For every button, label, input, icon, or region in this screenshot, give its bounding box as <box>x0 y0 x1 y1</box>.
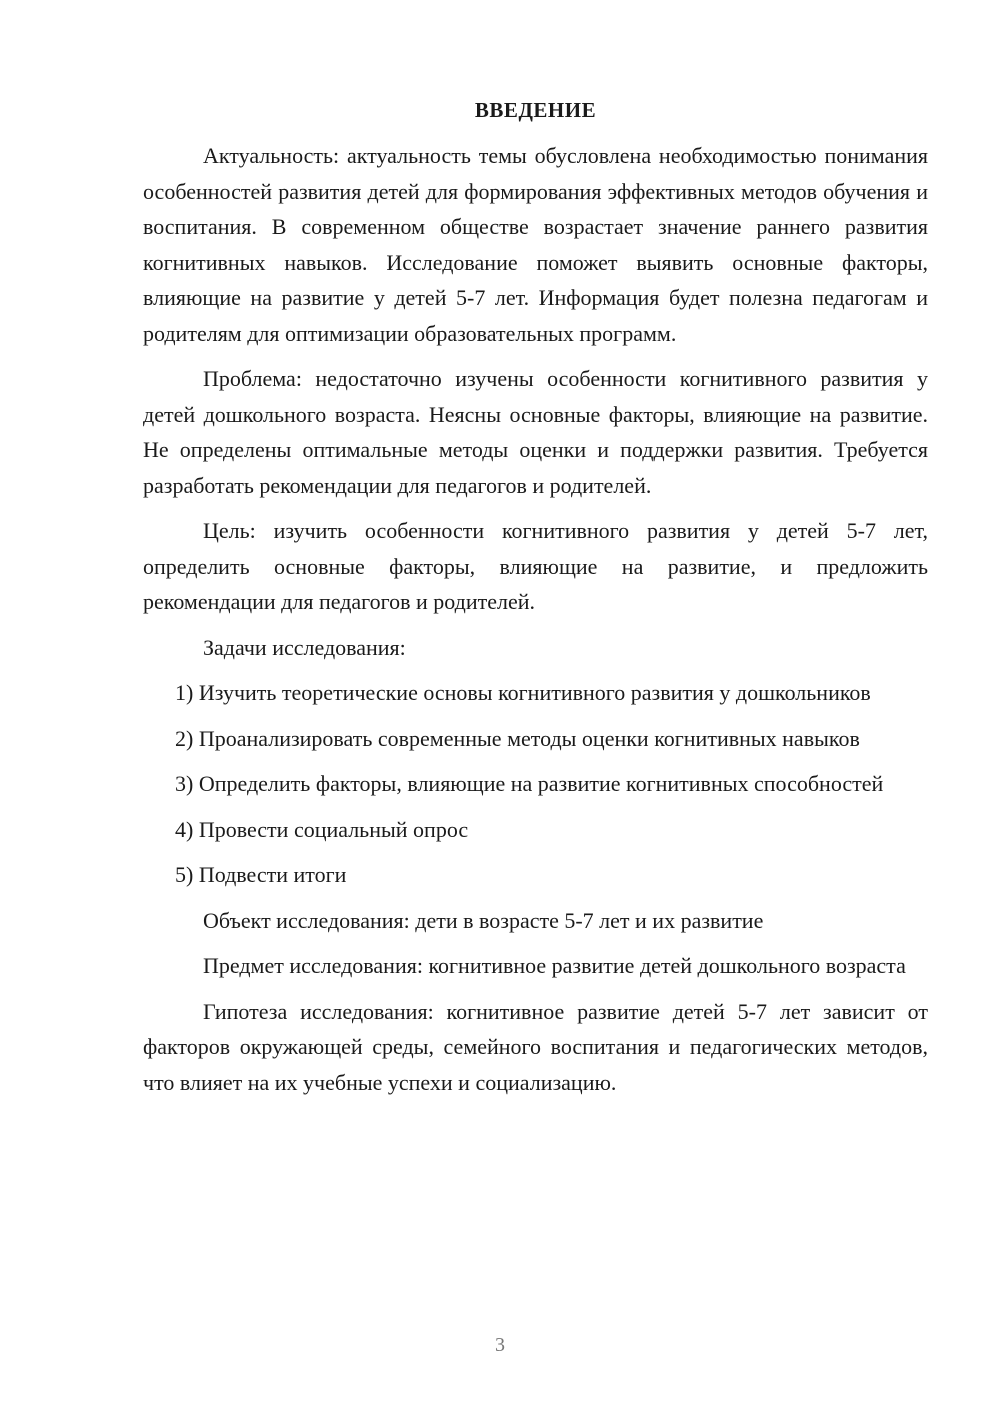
paragraph-hypothesis: Гипотеза исследования: когнитивное развитие детей 5-7 лет зависит от факторов окружающей среды, семейного воспитания и педагогических методов, что влияет на их учебные успехи и социализацию. <box>143 998 928 1095</box>
document-page <box>143 96 928 1100</box>
task-item-1: 1) Изучить теоретические основы когнитивного развития у дошкольников <box>175 680 871 705</box>
tasks-heading: Задачи исследования: <box>203 634 406 660</box>
paragraph-relevance: Актуальность: актуальность темы обусловлена необходимостью понимания особенностей развития детей для формирования эффективных методов обучения и воспитания. В современном обществе возрастает значение раннего развития когнитивных навыков. Исследование поможет выявить основные факторы, влияющие на развитие у детей 5-7 лет. Информация будет полезна педагогам и родителям для оптимизации образовательных программ. <box>143 143 928 346</box>
paragraph-subject: Предмет исследования: когнитивное развитие детей дошкольного возраста <box>203 953 906 978</box>
paragraph-object: Объект исследования: дети в возрасте 5-7 лет и их развитие <box>203 907 764 933</box>
task-item-2: 2) Проанализировать современные методы оценки когнитивных навыков <box>175 725 860 751</box>
task-item-5: 5) Подвести итоги <box>175 862 347 887</box>
task-item-4: 4) Провести социальный опрос <box>175 816 469 842</box>
paragraph-problem: Проблема: недостаточно изучены особенности когнитивного развития у детей дошкольного возраста. Неясны основные факторы, влияющие на развитие. Не определены оптимальные методы оценки и поддержки развития. Требуется разработать рекомендации для педагогов и родителей. <box>143 366 928 498</box>
task-item-3: 3) Определить факторы, влияющие на развитие когнитивных способностей <box>175 771 884 796</box>
page-number: 3 <box>495 1334 505 1356</box>
paragraph-goal: Цель: изучить особенности когнитивного развития у детей 5-7 лет, определить основные факторы, влияющие на развитие, и предложить рекомендации для педагогов и родителей. <box>143 518 928 614</box>
page-title: ВВЕДЕНИЕ <box>474 98 597 122</box>
